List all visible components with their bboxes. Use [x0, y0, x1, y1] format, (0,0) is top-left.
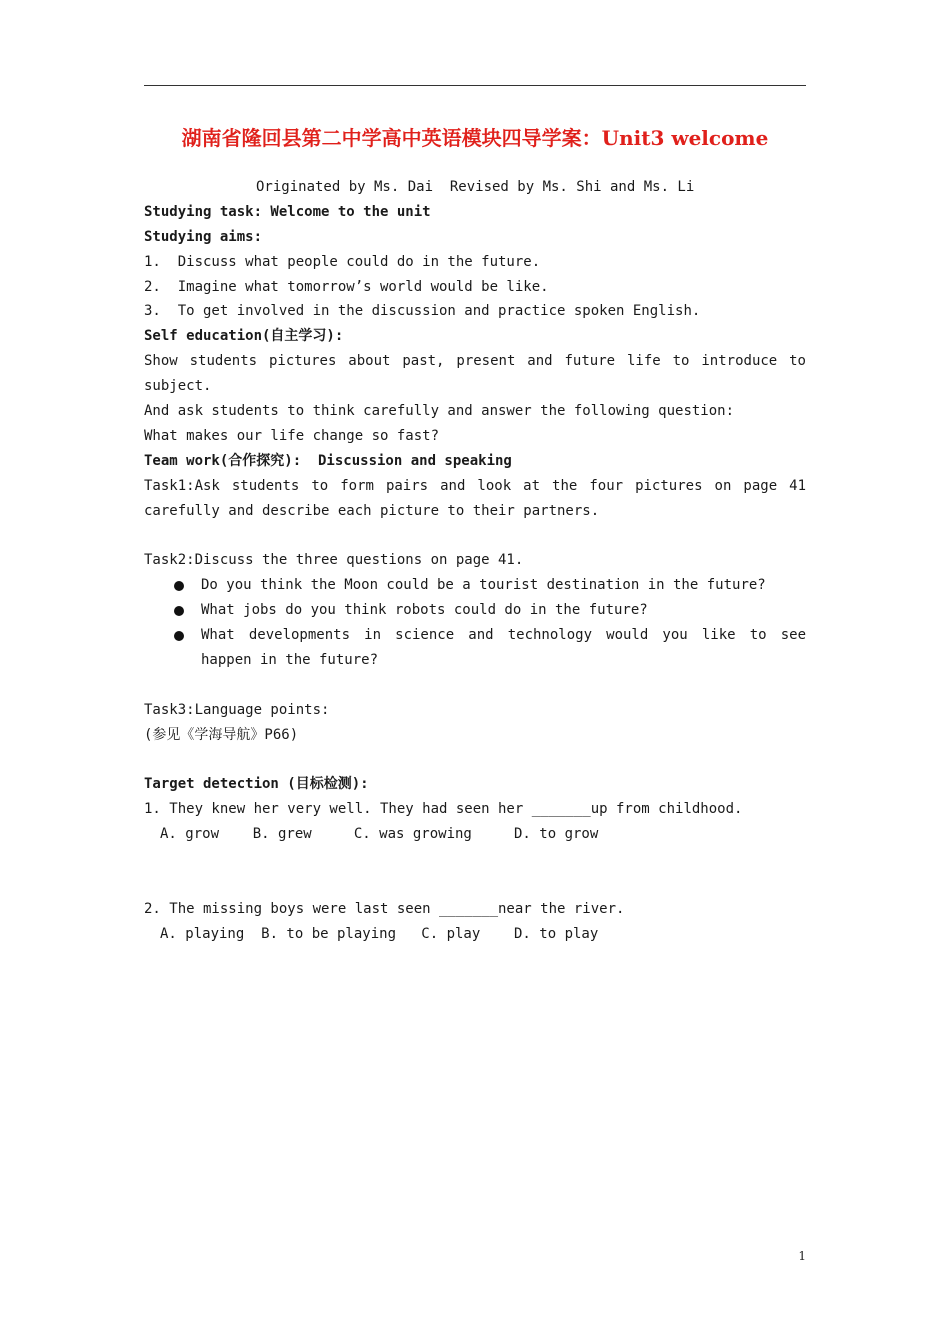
task1-line: carefully and describe each picture to their partners. — [144, 502, 600, 519]
aim-item: 1. Discuss what people could do in the future. — [144, 253, 541, 270]
spacer — [144, 673, 806, 698]
document-title: 湖南省隆回县第二中学高中英语模块四导学案：Unit3 welcome — [181, 126, 769, 150]
byline: Originated by Ms. Dai Revised by Ms. Shi and Ms. Li — [256, 179, 695, 195]
aim-item: 2. Imagine what tomorrow’s world would be like. — [144, 278, 549, 295]
bullet-icon — [144, 598, 201, 623]
page-number: 1 — [798, 1249, 806, 1263]
task2-line: Task2:Discuss the three questions on page 41. — [144, 552, 524, 569]
question-text: What developments in science and technology would you like to see — [201, 627, 806, 644]
task3-reference: (参见《学海导航》P66) — [144, 726, 299, 743]
detection-heading: Target detection (目标检测): — [144, 776, 369, 793]
exercise-options: A. grow B. grew C. was growing D. to grow — [160, 826, 599, 843]
self-education-question: What makes our life change so fast? — [144, 427, 440, 444]
self-education-line: subject. — [144, 378, 212, 395]
question-item — [144, 623, 806, 648]
task1-line: Task1:Ask students to form pairs and look at the four pictures on page 41 — [144, 477, 806, 494]
aim-item: 3. To get involved in the discussion and practice spoken English. — [144, 303, 701, 320]
question-item — [144, 598, 806, 623]
question-item — [144, 573, 806, 598]
self-education-line: And ask students to think carefully and answer the following question: — [144, 403, 735, 420]
question-text: What jobs do you think robots could do in the future? — [201, 602, 648, 619]
spacer — [144, 847, 806, 897]
exercise-options: A. playing B. to be playing C. play D. to play — [160, 925, 599, 942]
exercise-question: 1. They knew her very well. They had seen her _______up from childhood. — [144, 801, 743, 818]
bullet-icon — [144, 573, 201, 598]
header-rule — [144, 85, 806, 86]
team-work-heading: Team work(合作探究): Discussion and speaking — [144, 452, 512, 469]
spacer — [144, 523, 806, 548]
bullet-icon — [144, 623, 201, 648]
question-text: Do you think the Moon could be a tourist destination in the future? — [201, 577, 766, 594]
studying-task: Studying task: Welcome to the unit — [144, 203, 431, 220]
exercise-question: 2. The missing boys were last seen _______near the river. — [144, 900, 625, 917]
document-body — [144, 175, 806, 947]
task3-line: Task3:Language points: — [144, 701, 330, 718]
self-education-heading: Self education(自主学习): — [144, 328, 344, 345]
aims-heading: Studying aims: — [144, 228, 263, 245]
self-education-line: Show students pictures about past, present and future life to introduce to — [144, 353, 806, 370]
spacer — [144, 747, 806, 772]
question-text-continued: happen in the future? — [201, 651, 379, 668]
